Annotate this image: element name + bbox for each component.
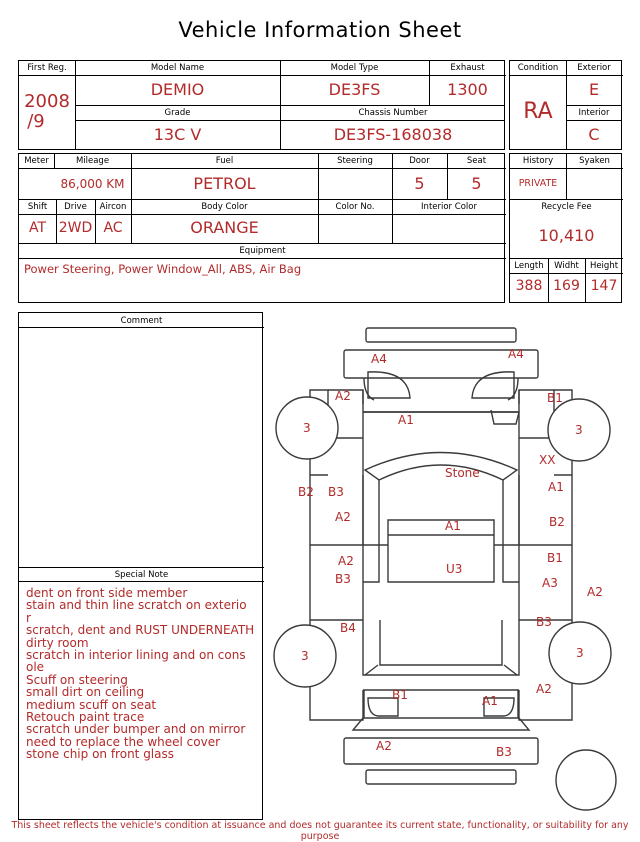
- length-value: 388: [515, 278, 543, 294]
- special-note-label: Special Note: [114, 570, 169, 580]
- mark-rear-bumper-left: A2: [376, 739, 392, 753]
- special-note-list: [26, 587, 262, 761]
- mark-left-front-door-b: A2: [335, 510, 351, 524]
- door-value: 5: [414, 174, 425, 193]
- width-label: Widht: [554, 261, 579, 271]
- chassis-value: DE3FS-168038: [333, 125, 453, 144]
- mark-front-bumper-left: A4: [371, 352, 387, 366]
- details-table: [18, 153, 505, 303]
- condition-value: RA: [523, 99, 553, 124]
- special-note-item: Scuff on steering: [26, 672, 128, 687]
- fuel-label: Fuel: [215, 156, 234, 166]
- mark-right-rear-lower: B3: [536, 615, 552, 629]
- mark-tire-rl: 3: [301, 649, 309, 663]
- mark-tire-fr: 3: [575, 423, 583, 437]
- mark-rear-right-fender: A2: [536, 682, 552, 696]
- special-note-item: stone chip on front glass: [26, 747, 175, 762]
- exterior-label: Exterior: [577, 63, 611, 73]
- special-note-item: scratch in interior lining and on cons: [26, 648, 246, 663]
- first-reg-year: 2008: [24, 91, 70, 112]
- mark-trunk-left: B1: [392, 688, 408, 702]
- mileage-label: Mileage: [75, 156, 110, 166]
- interior-value: C: [588, 125, 600, 144]
- condition-label: Condition: [517, 63, 559, 73]
- door-label: Door: [409, 156, 430, 166]
- special-note-item: medium scuff on seat: [26, 697, 157, 712]
- meter-label: Meter: [24, 156, 49, 166]
- special-note-item: stain and thin line scratch on exterio: [26, 598, 247, 613]
- mark-right-front-door-b: B2: [549, 515, 565, 529]
- history-value: PRIVATE: [518, 178, 558, 189]
- body-color-value: ORANGE: [190, 218, 259, 237]
- first-reg-month: /9: [27, 111, 45, 132]
- special-note-item: dent on front side member: [26, 586, 188, 600]
- model-type-label: Model Type: [330, 63, 379, 73]
- mark-left-rear-door-b: B3: [335, 572, 351, 586]
- equipment-label: Equipment: [239, 246, 286, 256]
- vehicle-header-table: [18, 60, 505, 150]
- special-note-item: r: [26, 610, 31, 625]
- special-note-item: ole: [26, 660, 45, 675]
- special-note-item: need to replace the wheel cover: [26, 734, 221, 749]
- interior-label: Interior: [578, 108, 610, 118]
- equipment-value: Power Steering, Power Window_All, ABS, Air Bag: [24, 262, 302, 276]
- chassis-label: Chassis Number: [358, 108, 428, 118]
- mark-right-rear-door-b: A3: [542, 576, 558, 590]
- special-note-item: scratch, dent and RUST UNDERNEATH: [26, 623, 255, 638]
- interior-color-label: Interior Color: [421, 202, 477, 212]
- seat-label: Seat: [466, 156, 487, 166]
- grade-label: Grade: [164, 108, 191, 118]
- first-reg-label: First Reg.: [27, 63, 67, 73]
- page-title: Vehicle Information Sheet: [178, 18, 462, 42]
- exterior-value: E: [588, 80, 600, 99]
- model-type-value: DE3FS: [328, 80, 381, 99]
- comment-panel: [18, 312, 263, 820]
- mark-left-pillar: B2: [298, 485, 314, 499]
- mark-right-rear-quarter: A2: [587, 585, 603, 599]
- mark-hood: A1: [398, 413, 414, 427]
- color-no-label: Color No.: [335, 202, 375, 212]
- drive-value: 2WD: [58, 220, 93, 236]
- mark-windshield: Stone: [445, 466, 480, 480]
- mark-front-bumper-right: A4: [508, 347, 524, 361]
- body-color-label: Body Color: [201, 202, 248, 212]
- recycle-label: Recycle Fee: [541, 202, 592, 212]
- mark-right-front-door-top: XX: [539, 453, 556, 467]
- length-label: Length: [514, 261, 544, 271]
- exhaust-value: 1300: [447, 80, 488, 99]
- car-damage-diagram: [268, 320, 628, 820]
- steering-label: Steering: [337, 156, 373, 166]
- shift-label: Shift: [27, 202, 48, 212]
- special-note-item: small dirt on ceiling: [26, 685, 145, 700]
- width-value: 169: [553, 278, 580, 294]
- height-value: 147: [590, 278, 618, 294]
- exhaust-label: Exhaust: [450, 63, 485, 73]
- mark-front-left-fender: A2: [335, 389, 351, 403]
- mark-right-front-door-a: A1: [548, 480, 564, 494]
- mark-left-rear-door-a: A2: [338, 554, 354, 568]
- shift-value: AT: [28, 220, 47, 236]
- mark-tire-rr: 3: [576, 646, 584, 660]
- grade-value: 13C V: [153, 125, 202, 144]
- drive-label: Drive: [64, 202, 87, 212]
- syaken-label: Syaken: [579, 156, 610, 166]
- height-label: Height: [589, 261, 619, 271]
- recycle-value: 10,410: [538, 226, 595, 245]
- model-name-value: DEMIO: [150, 80, 205, 99]
- mark-rear-bumper-right: B3: [496, 745, 512, 759]
- mileage-value: 86,000 KM: [60, 177, 125, 191]
- seat-value: 5: [471, 174, 482, 193]
- mark-front-right-fender: B1: [547, 391, 563, 405]
- mark-tire-fl: 3: [303, 421, 311, 435]
- mark-floor: U3: [446, 562, 463, 576]
- mark-roof: A1: [445, 519, 461, 533]
- aircon-value: AC: [103, 220, 123, 236]
- history-label: History: [522, 156, 554, 166]
- model-name-label: Model Name: [150, 63, 205, 73]
- disclaimer-footer: This sheet reflects the vehicle's condition at issuance and does not guarantee its current state, functionality, or suitability for any purpose: [11, 820, 629, 842]
- special-note-item: scratch under bumper and on mirror: [26, 722, 246, 737]
- special-note-item: dirty room: [26, 635, 89, 650]
- condition-table: [509, 60, 622, 150]
- fuel-value: PETROL: [193, 174, 256, 193]
- mark-right-rear-door-a: B1: [547, 551, 563, 565]
- mark-trunk-right: A1: [482, 694, 498, 708]
- history-table: [509, 153, 622, 303]
- comment-label: Comment: [120, 316, 163, 326]
- aircon-label: Aircon: [99, 202, 127, 212]
- mark-left-front-door-a: B3: [328, 485, 344, 499]
- special-note-item: Retouch paint trace: [26, 710, 145, 725]
- mark-left-rear-quarter: B4: [340, 621, 356, 635]
